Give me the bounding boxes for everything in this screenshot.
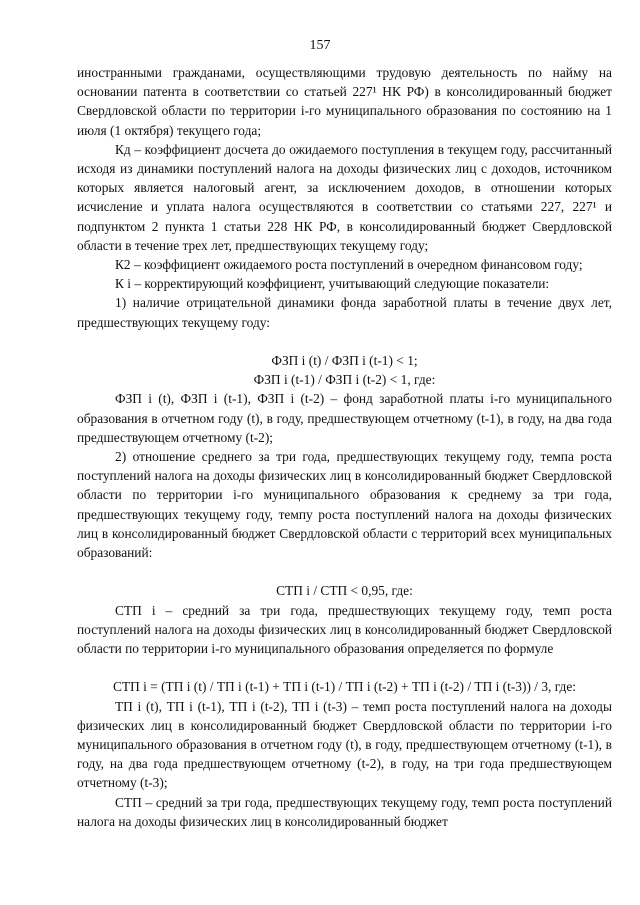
paragraph-k2-definition: К2 – коэффициент ожидаемого роста поступлений в очередном финансовом году;	[115, 257, 583, 273]
paragraph-kd-definition: Кд – коэффициент досчета до ожидаемого поступления в текущем году, рассчитанный исходя из динамики поступлений налога на доходы физических лиц с доходов, источником которых является налоговый агент, за исключением доходов, в отношении которых исчисление и уплата налога осуществляются в соответствии со статьями 227, 227¹ и подпунктом 2 пункта 1 статьи 228 НК РФ, в консолидированный бюджет Свердловской области в течение трех лет, предшествующих текущему году;	[77, 141, 612, 253]
paragraph-criterion-1: 1) наличие отрицательной динамики фонда заработной платы в течение двух лет, предшествующих текущему году:	[77, 295, 612, 330]
document-body	[77, 63, 612, 831]
paragraph-criterion-2: 2) отношение среднего за три года, предшествующих текущему году, темпа роста поступлений налога на доходы физических лиц в консолидированный бюджет Свердловской области по территории i-го муниципального образования к среднему за три года, предшествующих текущему году, темпу роста поступлений налога на доходы физических лиц в консолидированный бюджет Свердловской области с территорий всех муниципальных образований:	[77, 449, 612, 561]
paragraph-stp-definition: СТП – средний за три года, предшествующих текущему году, темп роста поступлений налога на доходы физических лиц в консолидированный бюджет	[77, 794, 612, 829]
paragraph-tp-definition: ТП i (t), ТП i (t-1), ТП i (t-2), ТП i (t-3) – темп роста поступлений налога на доходы физических лиц в консолидированный бюджет Свердловской области по территории i-го муниципального образования в отчетном году (t), в году, предшествующем отчетному (t-1), в году, на два года предшествующем отчетному (t-2), в году, на три года предшествующем отчетному (t-3);	[77, 698, 612, 791]
page-number: 157	[309, 38, 331, 53]
formula-stp-ratio: СТП i / СТП < 0,95, где:	[276, 583, 413, 599]
paragraph-stp-i-definition: СТП i – средний за три года, предшествующих текущему году, темп роста поступлений налога на доходы физических лиц в консолидированный бюджет Свердловской области по территории i-го муниципального образования определяется по формуле	[77, 602, 612, 657]
paragraph-continuation: иностранными гражданами, осуществляющими трудовую деятельность по найму на основании патента в соответствии со статьей 227¹ НК РФ) в консолидированный бюджет Свердловской области по территории i-го муниципального образования по состоянию на 1 июля (1 октября) текущего года;	[77, 65, 612, 138]
formula-fzp-2: ФЗП i (t-1) / ФЗП i (t-2) < 1, где:	[253, 372, 436, 388]
paragraph-fzp-definition: ФЗП i (t), ФЗП i (t-1), ФЗП i (t-2) – фонд заработной платы i-го муниципального образования в отчетном году (t), в году, предшествующем отчетному (t-1), в году, на два года предшествующем отчетному (t-2);	[77, 391, 612, 445]
paragraph-ki-definition: К i – корректирующий коэффициент, учитывающий следующие показатели:	[115, 276, 550, 292]
formula-stp-i: СТП i = (ТП i (t) / ТП i (t-1) + ТП i (t-1) / ТП i (t-2) + ТП i (t-2) / ТП i (t-3)) / 3, где:	[112, 679, 577, 695]
formula-fzp-1: ФЗП i (t) / ФЗП i (t-1) < 1;	[271, 353, 418, 369]
